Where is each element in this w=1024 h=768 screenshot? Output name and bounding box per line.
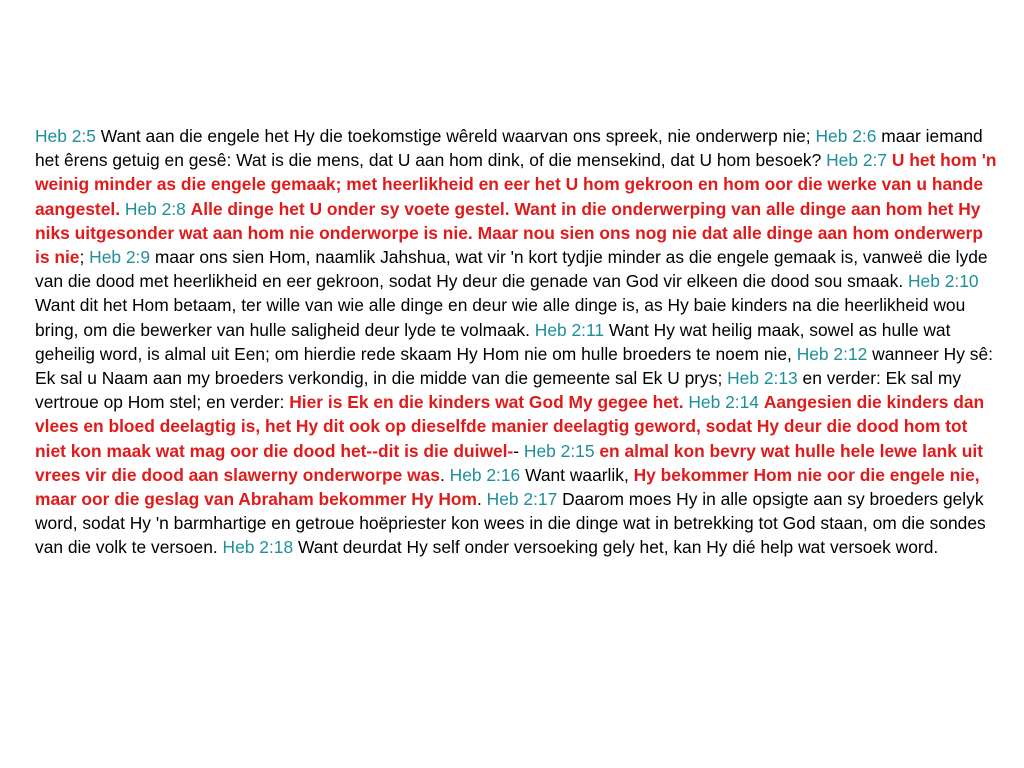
quoted-text: Aangesien die kinders dan vlees en bloed deelagtig is, het Hy dit ook op dieselfde manier deelagtig geword, sodat Hy deur die dood hom tot niet kon maak wat mag oor die dood het--dit is die duiwel- xyxy=(35,392,985,461)
verse-reference: Heb 2:8 xyxy=(124,198,186,219)
verse-text: Want deurdat Hy self onder versoeking gely het, kan Hy dié help wat versoek word. xyxy=(293,537,939,558)
verse-reference: Heb 2:5 xyxy=(35,126,96,146)
quoted-text: en almal kon bevry wat hulle hele lewe lank uit vrees vir die dood aan slawerny onderworpe was xyxy=(35,440,984,485)
verse-reference: Heb 2:14 xyxy=(688,392,759,413)
quoted-text: Hier is Ek en die kinders wat God My gegee het. xyxy=(289,392,684,413)
verse-text: en verder: Ek sal my vertroue op Hom stel; en verder: xyxy=(35,368,962,413)
verse-reference: Heb 2:13 xyxy=(727,368,798,389)
verse-reference: Heb 2:11 xyxy=(534,319,605,340)
text-page xyxy=(35,124,1001,560)
verse-reference: Heb 2:12 xyxy=(796,343,868,364)
quoted-text: U het hom 'n weinig minder as die engele gemaak; met heerlikheid en eer het U hom gekroon en hom oor die werke van u hande aangestel. xyxy=(35,150,997,219)
verse-text: . xyxy=(439,464,450,485)
verse-text: maar ons sien Hom, naamlik Jahshua, wat vir 'n kort tydjie minder as die engele gemaak is, vanweë die lyde van die dood met heerlikheid en eer gekroon, sodat Hy deur die genade van God vir elkeen die dood sou smaak. xyxy=(35,247,988,292)
verse-text: Want dit het Hom betaam, ter wille van wie alle dinge en deur wie alle dinge is, as Hy baie kinders na die heerlikheid wou bring, om die bewerker van hulle saligheid deur lyde te volmaak. xyxy=(35,295,966,340)
verse-text: maar iemand het êrens getuig en gesê: Wat is die mens, dat U aan hom dink, of die mensekind, dat U hom besoek? xyxy=(35,126,983,171)
verse-reference: Heb 2:17 xyxy=(486,489,558,510)
verse-text: - xyxy=(513,440,524,461)
verse-reference: Heb 2:6 xyxy=(815,126,877,146)
verse-reference: Heb 2:9 xyxy=(89,247,151,268)
verse-text: Want aan die engele het Hy die toekomstige wêreld waarvan ons spreek, nie onderwerp nie; xyxy=(95,126,816,146)
verse-reference: Heb 2:16 xyxy=(449,464,521,485)
quoted-text: Alle dinge het U onder sy voete gestel. Want in die onderwerping van alle dinge aan hom het Hy niks uitgesonder wat aan hom nie onderworpe is nie. Maar nou sien ons nog nie dat alle dinge aan hom onderwerp is nie xyxy=(35,198,983,268)
verse-text: ; xyxy=(79,247,90,268)
verse-reference: Heb 2:18 xyxy=(222,537,294,558)
verse-text: . xyxy=(477,489,487,510)
quoted-text: Hy bekommer Hom nie oor die engele nie, maar oor die geslag van Abraham bekommer Hy Hom xyxy=(35,464,980,510)
verse-text: wanneer Hy sê: Ek sal u Naam aan my broeders verkondig, in die midde van die gemeente sal Ek U prys; xyxy=(35,343,993,389)
verse-text: Daarom moes Hy in alle opsigte aan sy broeders gelyk word, sodat Hy 'n barmhartige en getroue hoëpriester kon wees in die dinge wat in betrekking tot God staan, om die sondes van die volk te versoen. xyxy=(35,489,986,558)
verse-reference: Heb 2:15 xyxy=(523,440,595,461)
scripture-passage xyxy=(35,124,1001,560)
verse-text: Want waarlik, xyxy=(520,464,634,485)
verse-reference: Heb 2:7 xyxy=(826,150,888,171)
verse-reference: Heb 2:10 xyxy=(908,271,979,292)
verse-text: Want Hy wat heilig maak, sowel as hulle wat geheilig word, is almal uit Een; om hierdie rede skaam Hy Hom nie om hulle broeders te noem nie, xyxy=(35,319,951,364)
